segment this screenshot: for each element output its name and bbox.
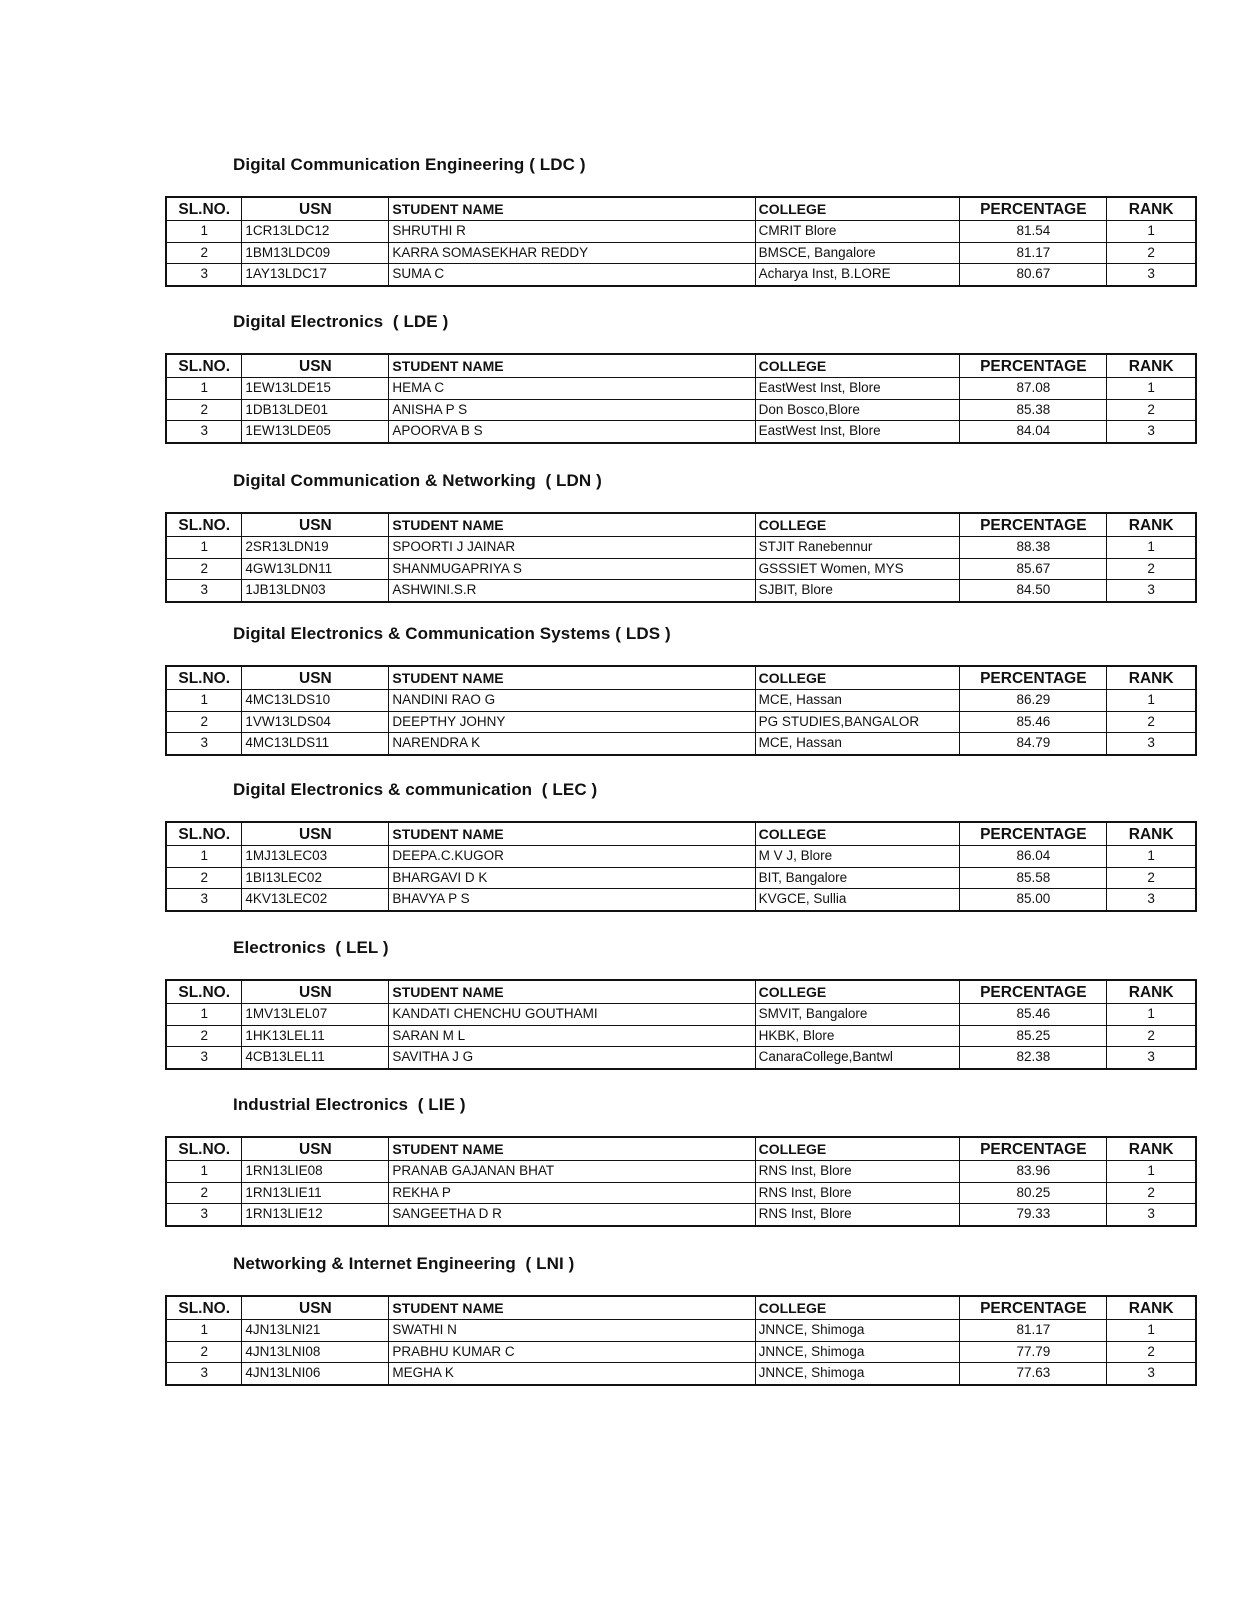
cell-usn: 1AY13LDC17 bbox=[242, 264, 389, 286]
cell-slno: 3 bbox=[166, 1047, 242, 1069]
cell-slno: 3 bbox=[166, 264, 242, 286]
header-student-name: STUDENT NAME bbox=[389, 197, 755, 221]
cell-student-name: SWATHI N bbox=[389, 1320, 755, 1342]
header-student-name: STUDENT NAME bbox=[389, 513, 755, 537]
table-row bbox=[166, 399, 1196, 421]
table-row bbox=[166, 264, 1196, 286]
table-row bbox=[166, 867, 1196, 889]
cell-rank: 1 bbox=[1107, 1004, 1196, 1026]
cell-student-name: SHRUTHI R bbox=[389, 221, 755, 243]
cell-rank: 2 bbox=[1107, 1341, 1196, 1363]
cell-rank: 3 bbox=[1107, 733, 1196, 755]
header-usn: USN bbox=[242, 354, 389, 378]
cell-student-name: NARENDRA K bbox=[389, 733, 755, 755]
cell-slno: 2 bbox=[166, 399, 242, 421]
cell-college: Acharya Inst, B.LORE bbox=[755, 264, 960, 286]
cell-usn: 1EW13LDE15 bbox=[242, 378, 389, 400]
header-slno: SL.NO. bbox=[166, 354, 242, 378]
cell-college: Don Bosco,Blore bbox=[755, 399, 960, 421]
cell-student-name: SPOORTI J JAINAR bbox=[389, 537, 755, 559]
cell-college: RNS Inst, Blore bbox=[755, 1182, 960, 1204]
cell-student-name: SUMA C bbox=[389, 264, 755, 286]
cell-slno: 2 bbox=[166, 867, 242, 889]
table-row bbox=[166, 690, 1196, 712]
table-row bbox=[166, 537, 1196, 559]
cell-student-name: SAVITHA J G bbox=[389, 1047, 755, 1069]
cell-percentage: 88.38 bbox=[960, 537, 1107, 559]
cell-usn: 1MJ13LEC03 bbox=[242, 846, 389, 868]
header-percentage: PERCENTAGE bbox=[960, 1137, 1107, 1161]
cell-college: CanaraCollege,Bantwl bbox=[755, 1047, 960, 1069]
header-rank: RANK bbox=[1107, 1137, 1196, 1161]
cell-college: EastWest Inst, Blore bbox=[755, 421, 960, 443]
table-header-row bbox=[166, 354, 1196, 378]
cell-rank: 1 bbox=[1107, 846, 1196, 868]
cell-usn: 1EW13LDE05 bbox=[242, 421, 389, 443]
cell-rank: 2 bbox=[1107, 558, 1196, 580]
table-row bbox=[166, 242, 1196, 264]
cell-rank: 1 bbox=[1107, 1161, 1196, 1183]
table-row bbox=[166, 711, 1196, 733]
header-student-name: STUDENT NAME bbox=[389, 1296, 755, 1320]
cell-slno: 2 bbox=[166, 558, 242, 580]
table-row bbox=[166, 1320, 1196, 1342]
table-row bbox=[166, 580, 1196, 602]
cell-student-name: SHANMUGAPRIYA S bbox=[389, 558, 755, 580]
header-slno: SL.NO. bbox=[166, 1137, 242, 1161]
rank-table bbox=[165, 665, 1197, 756]
cell-slno: 3 bbox=[166, 1363, 242, 1385]
header-rank: RANK bbox=[1107, 1296, 1196, 1320]
cell-percentage: 81.54 bbox=[960, 221, 1107, 243]
cell-percentage: 77.79 bbox=[960, 1341, 1107, 1363]
header-student-name: STUDENT NAME bbox=[389, 822, 755, 846]
header-college: COLLEGE bbox=[755, 513, 960, 537]
cell-slno: 1 bbox=[166, 1320, 242, 1342]
section-title: Digital Electronics & Communication Systems ( LDS ) bbox=[233, 624, 671, 643]
table-header-row bbox=[166, 513, 1196, 537]
cell-usn: 4CB13LEL11 bbox=[242, 1047, 389, 1069]
cell-rank: 3 bbox=[1107, 264, 1196, 286]
cell-usn: 1VW13LDS04 bbox=[242, 711, 389, 733]
header-percentage: PERCENTAGE bbox=[960, 822, 1107, 846]
cell-college: SJBIT, Blore bbox=[755, 580, 960, 602]
cell-student-name: BHAVYA P S bbox=[389, 889, 755, 911]
cell-student-name: SARAN M L bbox=[389, 1025, 755, 1047]
rank-table bbox=[165, 1136, 1197, 1227]
cell-rank: 2 bbox=[1107, 1025, 1196, 1047]
cell-college: EastWest Inst, Blore bbox=[755, 378, 960, 400]
cell-percentage: 85.46 bbox=[960, 1004, 1107, 1026]
cell-student-name: APOORVA B S bbox=[389, 421, 755, 443]
header-percentage: PERCENTAGE bbox=[960, 513, 1107, 537]
table-header-row bbox=[166, 197, 1196, 221]
cell-percentage: 80.67 bbox=[960, 264, 1107, 286]
header-usn: USN bbox=[242, 822, 389, 846]
header-usn: USN bbox=[242, 1296, 389, 1320]
cell-college: MCE, Hassan bbox=[755, 733, 960, 755]
cell-college: JNNCE, Shimoga bbox=[755, 1341, 960, 1363]
header-usn: USN bbox=[242, 197, 389, 221]
cell-student-name: PRABHU KUMAR C bbox=[389, 1341, 755, 1363]
table-row bbox=[166, 1363, 1196, 1385]
cell-usn: 1BM13LDC09 bbox=[242, 242, 389, 264]
cell-student-name: DEEPTHY JOHNY bbox=[389, 711, 755, 733]
cell-usn: 2SR13LDN19 bbox=[242, 537, 389, 559]
cell-rank: 2 bbox=[1107, 867, 1196, 889]
cell-percentage: 79.33 bbox=[960, 1204, 1107, 1226]
cell-percentage: 86.04 bbox=[960, 846, 1107, 868]
cell-rank: 3 bbox=[1107, 421, 1196, 443]
section-title: Digital Communication & Networking ( LDN ) bbox=[233, 471, 602, 490]
cell-rank: 1 bbox=[1107, 221, 1196, 243]
table-header-row bbox=[166, 822, 1196, 846]
cell-rank: 1 bbox=[1107, 1320, 1196, 1342]
cell-student-name: PRANAB GAJANAN BHAT bbox=[389, 1161, 755, 1183]
cell-percentage: 84.04 bbox=[960, 421, 1107, 443]
cell-student-name: ANISHA P S bbox=[389, 399, 755, 421]
cell-usn: 4JN13LNI06 bbox=[242, 1363, 389, 1385]
cell-slno: 2 bbox=[166, 1182, 242, 1204]
cell-usn: 1JB13LDN03 bbox=[242, 580, 389, 602]
header-college: COLLEGE bbox=[755, 197, 960, 221]
header-slno: SL.NO. bbox=[166, 1296, 242, 1320]
cell-percentage: 83.96 bbox=[960, 1161, 1107, 1183]
cell-college: RNS Inst, Blore bbox=[755, 1161, 960, 1183]
table-row bbox=[166, 558, 1196, 580]
cell-percentage: 84.79 bbox=[960, 733, 1107, 755]
rank-table bbox=[165, 512, 1197, 603]
cell-usn: 4KV13LEC02 bbox=[242, 889, 389, 911]
table-row bbox=[166, 1025, 1196, 1047]
header-percentage: PERCENTAGE bbox=[960, 354, 1107, 378]
cell-rank: 2 bbox=[1107, 1182, 1196, 1204]
header-rank: RANK bbox=[1107, 197, 1196, 221]
header-college: COLLEGE bbox=[755, 666, 960, 690]
cell-usn: 4MC13LDS10 bbox=[242, 690, 389, 712]
cell-percentage: 85.67 bbox=[960, 558, 1107, 580]
cell-college: JNNCE, Shimoga bbox=[755, 1320, 960, 1342]
cell-college: STJIT Ranebennur bbox=[755, 537, 960, 559]
cell-percentage: 81.17 bbox=[960, 1320, 1107, 1342]
table-header-row bbox=[166, 666, 1196, 690]
cell-usn: 4JN13LNI08 bbox=[242, 1341, 389, 1363]
cell-college: JNNCE, Shimoga bbox=[755, 1363, 960, 1385]
cell-slno: 1 bbox=[166, 537, 242, 559]
cell-college: GSSSIET Women, MYS bbox=[755, 558, 960, 580]
cell-slno: 1 bbox=[166, 846, 242, 868]
cell-rank: 3 bbox=[1107, 1204, 1196, 1226]
section-title: Networking & Internet Engineering ( LNI ) bbox=[233, 1254, 575, 1273]
cell-slno: 2 bbox=[166, 1025, 242, 1047]
cell-student-name: DEEPA.C.KUGOR bbox=[389, 846, 755, 868]
table-row bbox=[166, 1341, 1196, 1363]
cell-usn: 1RN13LIE12 bbox=[242, 1204, 389, 1226]
cell-college: CMRIT Blore bbox=[755, 221, 960, 243]
table-row bbox=[166, 221, 1196, 243]
cell-student-name: KANDATI CHENCHU GOUTHAMI bbox=[389, 1004, 755, 1026]
cell-college: RNS Inst, Blore bbox=[755, 1204, 960, 1226]
header-percentage: PERCENTAGE bbox=[960, 666, 1107, 690]
rank-table bbox=[165, 196, 1197, 287]
section-title: Industrial Electronics ( LIE ) bbox=[233, 1095, 466, 1114]
table-row bbox=[166, 733, 1196, 755]
cell-slno: 1 bbox=[166, 1004, 242, 1026]
header-percentage: PERCENTAGE bbox=[960, 1296, 1107, 1320]
cell-slno: 1 bbox=[166, 1161, 242, 1183]
cell-college: HKBK, Blore bbox=[755, 1025, 960, 1047]
cell-usn: 4JN13LNI21 bbox=[242, 1320, 389, 1342]
cell-slno: 3 bbox=[166, 889, 242, 911]
cell-percentage: 84.50 bbox=[960, 580, 1107, 602]
cell-college: MCE, Hassan bbox=[755, 690, 960, 712]
cell-slno: 2 bbox=[166, 711, 242, 733]
table-row bbox=[166, 1161, 1196, 1183]
header-rank: RANK bbox=[1107, 513, 1196, 537]
header-usn: USN bbox=[242, 513, 389, 537]
cell-usn: 1RN13LIE11 bbox=[242, 1182, 389, 1204]
header-slno: SL.NO. bbox=[166, 980, 242, 1004]
cell-usn: 1HK13LEL11 bbox=[242, 1025, 389, 1047]
cell-student-name: BHARGAVI D K bbox=[389, 867, 755, 889]
cell-rank: 1 bbox=[1107, 690, 1196, 712]
header-percentage: PERCENTAGE bbox=[960, 980, 1107, 1004]
table-row bbox=[166, 1182, 1196, 1204]
cell-student-name: KARRA SOMASEKHAR REDDY bbox=[389, 242, 755, 264]
header-student-name: STUDENT NAME bbox=[389, 666, 755, 690]
cell-rank: 3 bbox=[1107, 580, 1196, 602]
cell-college: KVGCE, Sullia bbox=[755, 889, 960, 911]
cell-percentage: 81.17 bbox=[960, 242, 1107, 264]
table-header-row bbox=[166, 980, 1196, 1004]
cell-usn: 1DB13LDE01 bbox=[242, 399, 389, 421]
cell-college: M V J, Blore bbox=[755, 846, 960, 868]
cell-rank: 3 bbox=[1107, 1047, 1196, 1069]
cell-usn: 1MV13LEL07 bbox=[242, 1004, 389, 1026]
cell-slno: 2 bbox=[166, 1341, 242, 1363]
cell-slno: 2 bbox=[166, 242, 242, 264]
cell-percentage: 80.25 bbox=[960, 1182, 1107, 1204]
cell-percentage: 82.38 bbox=[960, 1047, 1107, 1069]
header-student-name: STUDENT NAME bbox=[389, 354, 755, 378]
cell-student-name: NANDINI RAO G bbox=[389, 690, 755, 712]
header-rank: RANK bbox=[1107, 354, 1196, 378]
table-row bbox=[166, 378, 1196, 400]
header-usn: USN bbox=[242, 980, 389, 1004]
header-percentage: PERCENTAGE bbox=[960, 197, 1107, 221]
table-row bbox=[166, 421, 1196, 443]
cell-percentage: 85.46 bbox=[960, 711, 1107, 733]
header-rank: RANK bbox=[1107, 822, 1196, 846]
cell-usn: 1RN13LIE08 bbox=[242, 1161, 389, 1183]
header-college: COLLEGE bbox=[755, 354, 960, 378]
cell-student-name: MEGHA K bbox=[389, 1363, 755, 1385]
cell-percentage: 86.29 bbox=[960, 690, 1107, 712]
cell-slno: 3 bbox=[166, 1204, 242, 1226]
section-title: Digital Electronics ( LDE ) bbox=[233, 312, 449, 331]
cell-college: PG STUDIES,BANGALOR bbox=[755, 711, 960, 733]
rank-table bbox=[165, 821, 1197, 912]
header-college: COLLEGE bbox=[755, 980, 960, 1004]
table-row bbox=[166, 1204, 1196, 1226]
cell-slno: 1 bbox=[166, 690, 242, 712]
rank-table bbox=[165, 1295, 1197, 1386]
cell-rank: 2 bbox=[1107, 242, 1196, 264]
section-title: Digital Communication Engineering ( LDC ) bbox=[233, 155, 586, 174]
header-college: COLLEGE bbox=[755, 1137, 960, 1161]
cell-rank: 3 bbox=[1107, 1363, 1196, 1385]
cell-rank: 2 bbox=[1107, 711, 1196, 733]
cell-student-name: ASHWINI.S.R bbox=[389, 580, 755, 602]
cell-usn: 1BI13LEC02 bbox=[242, 867, 389, 889]
header-slno: SL.NO. bbox=[166, 666, 242, 690]
cell-percentage: 87.08 bbox=[960, 378, 1107, 400]
cell-slno: 3 bbox=[166, 421, 242, 443]
cell-slno: 3 bbox=[166, 733, 242, 755]
cell-student-name: HEMA C bbox=[389, 378, 755, 400]
section-title: Digital Electronics & communication ( LEC ) bbox=[233, 780, 598, 799]
header-slno: SL.NO. bbox=[166, 822, 242, 846]
cell-college: BIT, Bangalore bbox=[755, 867, 960, 889]
cell-student-name: SANGEETHA D R bbox=[389, 1204, 755, 1226]
header-slno: SL.NO. bbox=[166, 513, 242, 537]
cell-percentage: 85.38 bbox=[960, 399, 1107, 421]
cell-slno: 1 bbox=[166, 221, 242, 243]
cell-rank: 1 bbox=[1107, 537, 1196, 559]
cell-usn: 4GW13LDN11 bbox=[242, 558, 389, 580]
header-slno: SL.NO. bbox=[166, 197, 242, 221]
table-row bbox=[166, 846, 1196, 868]
cell-usn: 4MC13LDS11 bbox=[242, 733, 389, 755]
table-row bbox=[166, 1047, 1196, 1069]
header-college: COLLEGE bbox=[755, 822, 960, 846]
cell-percentage: 85.00 bbox=[960, 889, 1107, 911]
table-row bbox=[166, 1004, 1196, 1026]
cell-percentage: 85.25 bbox=[960, 1025, 1107, 1047]
table-row bbox=[166, 889, 1196, 911]
cell-rank: 2 bbox=[1107, 399, 1196, 421]
cell-slno: 1 bbox=[166, 378, 242, 400]
rank-table bbox=[165, 353, 1197, 444]
header-college: COLLEGE bbox=[755, 1296, 960, 1320]
header-usn: USN bbox=[242, 666, 389, 690]
cell-usn: 1CR13LDC12 bbox=[242, 221, 389, 243]
header-student-name: STUDENT NAME bbox=[389, 1137, 755, 1161]
table-header-row bbox=[166, 1137, 1196, 1161]
cell-rank: 3 bbox=[1107, 889, 1196, 911]
cell-college: SMVIT, Bangalore bbox=[755, 1004, 960, 1026]
table-header-row bbox=[166, 1296, 1196, 1320]
section-title: Electronics ( LEL ) bbox=[233, 938, 389, 957]
cell-slno: 3 bbox=[166, 580, 242, 602]
rank-table bbox=[165, 979, 1197, 1070]
header-rank: RANK bbox=[1107, 666, 1196, 690]
cell-percentage: 85.58 bbox=[960, 867, 1107, 889]
header-student-name: STUDENT NAME bbox=[389, 980, 755, 1004]
cell-rank: 1 bbox=[1107, 378, 1196, 400]
header-rank: RANK bbox=[1107, 980, 1196, 1004]
cell-percentage: 77.63 bbox=[960, 1363, 1107, 1385]
cell-college: BMSCE, Bangalore bbox=[755, 242, 960, 264]
header-usn: USN bbox=[242, 1137, 389, 1161]
cell-student-name: REKHA P bbox=[389, 1182, 755, 1204]
